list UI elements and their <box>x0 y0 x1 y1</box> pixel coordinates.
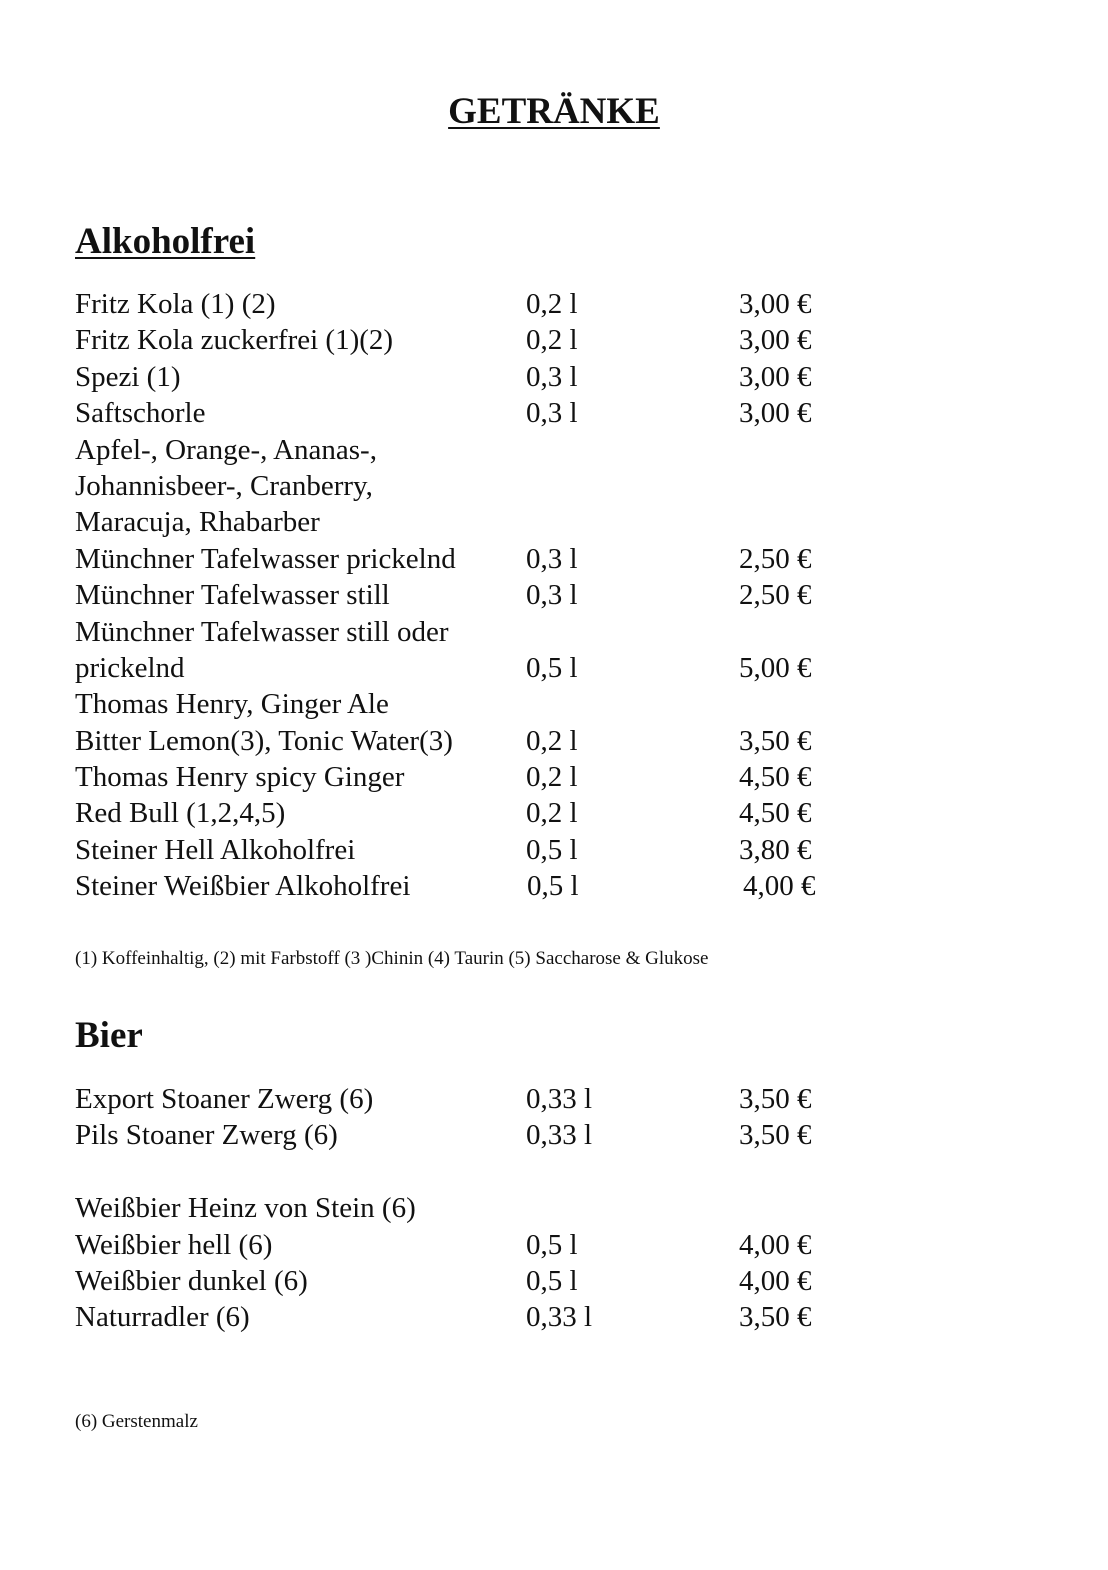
item-name: Bitter Lemon(3), Tonic Water(3) <box>75 724 453 757</box>
menu-row <box>75 286 875 322</box>
item-price: 3,00 € <box>739 288 812 320</box>
item-price: 4,50 € <box>739 761 812 794</box>
menu-row <box>75 1081 875 1117</box>
menu-list-bier <box>75 1081 875 1336</box>
item-name: Naturradler (6) <box>75 1301 250 1334</box>
item-volume: 0,3 l <box>526 360 578 393</box>
item-price: 3,50 € <box>739 1301 812 1334</box>
item-price: 5,00 € <box>739 651 812 684</box>
item-name: Fritz Kola zuckerfrei (1)(2) <box>75 324 394 357</box>
item-name: Weißbier dunkel (6) <box>75 1264 308 1297</box>
item-volume: 0,5 l <box>527 870 579 903</box>
item-volume: 0,5 l <box>526 1228 578 1261</box>
item-name: Münchner Tafelwasser still oder <box>75 615 449 648</box>
item-name: prickelnd <box>75 651 185 684</box>
menu-row <box>75 468 875 504</box>
page-title <box>0 90 1108 134</box>
item-name: Red Bull (1,2,4,5) <box>75 797 286 830</box>
item-name: Johannisbeer-, Cranberry, <box>75 469 373 502</box>
menu-row <box>75 723 875 759</box>
item-volume: 0,2 l <box>526 324 578 357</box>
item-name: Apfel-, Orange-, Ananas-, <box>75 433 377 466</box>
menu-row <box>75 650 875 686</box>
spacer <box>75 1154 875 1190</box>
item-price: 3,50 € <box>739 1119 812 1152</box>
item-name: Spezi (1) <box>75 360 181 393</box>
item-volume: 0,3 l <box>526 542 578 575</box>
item-volume: 0,5 l <box>526 1264 578 1297</box>
menu-list-alkoholfrei <box>75 286 875 905</box>
item-volume: 0,3 l <box>526 397 578 430</box>
item-volume: 0,2 l <box>526 724 578 757</box>
item-name: Thomas Henry spicy Ginger <box>75 761 405 794</box>
menu-row <box>75 359 875 395</box>
menu-row <box>75 1263 875 1299</box>
item-volume: 0,33 l <box>526 1301 593 1334</box>
menu-row <box>75 322 875 358</box>
item-volume: 0,3 l <box>526 579 578 612</box>
item-volume: 0,33 l <box>526 1083 593 1115</box>
item-price: 3,00 € <box>739 360 812 393</box>
item-name: Thomas Henry, Ginger Ale <box>75 688 389 721</box>
item-price: 3,50 € <box>739 1083 812 1115</box>
item-name: Münchner Tafelwasser still <box>75 579 390 612</box>
menu-row <box>75 795 875 831</box>
menu-row <box>75 1227 875 1263</box>
page-title-text: GETRÄNKE <box>448 91 660 132</box>
item-name: Weißbier Heinz von Stein (6) <box>75 1192 416 1225</box>
menu-row <box>75 1299 875 1335</box>
menu-row <box>75 541 875 577</box>
menu-row <box>75 868 875 904</box>
item-name: Saftschorle <box>75 397 206 430</box>
section-heading-bier: Bier <box>75 1015 143 1056</box>
footnote-alkoholfrei: (1) Koffeinhaltig, (2) mit Farbstoff (3 )Chinin (4) Taurin (5) Saccharose & Glukose <box>75 948 709 969</box>
item-volume: 0,5 l <box>526 833 578 866</box>
menu-row <box>75 432 875 468</box>
item-name: Maracuja, Rhabarber <box>75 506 320 539</box>
menu-row <box>75 686 875 722</box>
item-price: 4,50 € <box>739 797 812 830</box>
menu-row <box>75 504 875 540</box>
menu-row <box>75 577 875 613</box>
section-heading-alkoholfrei: Alkoholfrei <box>75 221 256 262</box>
item-price: 4,00 € <box>743 870 816 903</box>
item-volume: 0,2 l <box>526 797 578 830</box>
item-name: Weißbier hell (6) <box>75 1228 273 1261</box>
item-price: 3,50 € <box>739 724 812 757</box>
item-price: 2,50 € <box>739 579 812 612</box>
menu-row <box>75 759 875 795</box>
item-price: 3,00 € <box>739 397 812 430</box>
item-volume: 0,2 l <box>526 288 578 320</box>
item-name: Pils Stoaner Zwerg (6) <box>75 1119 338 1152</box>
menu-row <box>75 832 875 868</box>
item-price: 2,50 € <box>739 542 812 575</box>
item-volume: 0,2 l <box>526 761 578 794</box>
menu-row <box>75 1190 875 1226</box>
item-name: Steiner Hell Alkoholfrei <box>75 833 356 866</box>
menu-row <box>75 395 875 431</box>
item-price: 3,00 € <box>739 324 812 357</box>
item-price: 4,00 € <box>739 1264 812 1297</box>
item-volume: 0,33 l <box>526 1119 593 1152</box>
item-price: 3,80 € <box>739 833 812 866</box>
menu-row <box>75 1117 875 1153</box>
item-name: Fritz Kola (1) (2) <box>75 288 276 320</box>
footnote-bier: (6) Gerstenmalz <box>75 1411 198 1432</box>
item-name: Steiner Weißbier Alkoholfrei <box>75 870 411 903</box>
menu-row <box>75 614 875 650</box>
item-name: Export Stoaner Zwerg (6) <box>75 1083 374 1115</box>
item-volume: 0,5 l <box>526 651 578 684</box>
item-price: 4,00 € <box>739 1228 812 1261</box>
item-name: Münchner Tafelwasser prickelnd <box>75 542 456 575</box>
